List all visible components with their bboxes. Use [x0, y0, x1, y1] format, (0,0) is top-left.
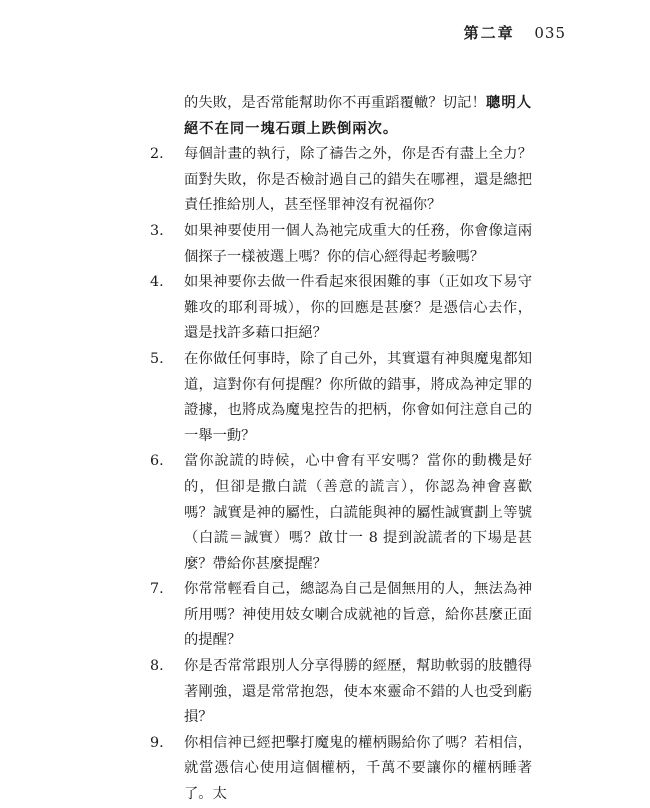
item-text: 你是否常常跟別人分享得勝的經歷，幫助軟弱的肢體得著剛強，還是常常抱怨，使本來靈命不錯的人也受到虧損？: [184, 658, 532, 726]
list-item: [148, 219, 532, 270]
item-number: 9.: [150, 734, 164, 751]
chapter-title: 第二章: [463, 24, 515, 42]
item-number: 8.: [150, 658, 164, 675]
item-text: 當你說謊的時候，心中會有平安嗎？當你的動機是好的，但卻是撒白謊（善意的謊言），你認為神會喜歡嗎？誠實是神的屬性，白謊能與神的屬性誠實劃上等號（白謊＝誠實）嗎？啟廿一 8 提到說謊者的下場是甚麼？帶給你甚麼提醒？: [184, 453, 532, 572]
item-number: 7.: [150, 581, 164, 598]
item-number: 2.: [150, 146, 164, 163]
list-item: [148, 347, 532, 449]
item-number: 4.: [150, 274, 164, 291]
page-body: [148, 91, 532, 808]
list-item: [148, 577, 532, 654]
item-text: 你常常輕看自己，總認為自己是個無用的人，無法為神所用嗎？神使用妓女喇合成就祂的旨意，給你甚麼正面的提醒？: [184, 581, 532, 649]
item-text: 你相信神已經把擊打魔鬼的權柄賜給你了嗎？若相信，就當憑信心使用這個權柄，千萬不要讓你的權柄睡著了。太: [184, 734, 532, 803]
list-item: [148, 449, 532, 577]
list-item: [148, 731, 532, 808]
item-number: 6.: [150, 453, 164, 470]
item-text: 每個計畫的執行，除了禱告之外，你是否有盡上全力？面對失敗，你是否檢討過自己的錯失在哪裡，還是總把責任推給別人，甚至怪罪神沒有祝福你？: [184, 146, 532, 214]
list-item: [148, 142, 532, 219]
item-number: 5.: [150, 350, 164, 367]
item-text: 如果神要使用一個人為祂完成重大的任務，你會像這兩個探子一樣被選上嗎？你的信心經得起考驗嗎？: [184, 222, 532, 265]
item-text: 在你做任何事時，除了自己外，其實還有神與魔鬼都知道，這對你有何提醒？你所做的錯事，將成為神定罪的證據，也將成為魔鬼控告的把柄，你會如何注意自己的一舉一動？: [184, 350, 532, 444]
list-item: [148, 654, 532, 731]
running-header: [464, 22, 566, 43]
page-number: 035: [534, 24, 566, 42]
list-item: [148, 270, 532, 347]
continuation-paragraph: [148, 91, 532, 142]
emphasis-text: 聰明人絕不在同一塊石頭上跌倒兩次。: [184, 95, 533, 137]
continuation-text: 的失敗，是否常能幫助你不再重蹈覆轍？切記！: [184, 95, 486, 111]
item-text: 如果神要你去做一件看起來很困難的事（正如攻下易守難攻的耶利哥城），你的回應是甚麼？是憑信心去作，還是找許多藉口拒絕？: [184, 274, 532, 342]
item-number: 3.: [150, 222, 164, 239]
